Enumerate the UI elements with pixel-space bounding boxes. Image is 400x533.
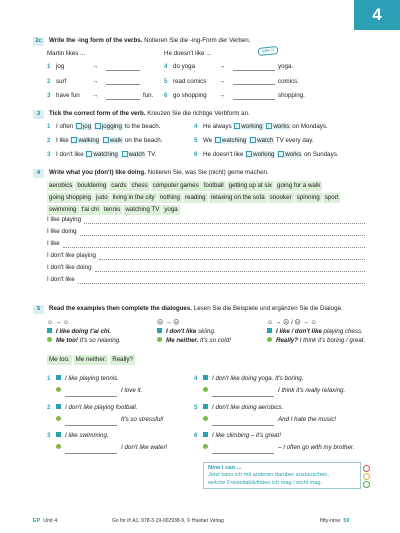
ing-item: [47, 92, 167, 107]
speaker-b-icon: [56, 444, 61, 449]
verb: read comics: [173, 77, 207, 85]
dialogue: [194, 402, 369, 431]
tick-item: [47, 123, 197, 137]
item-number: 2: [47, 403, 51, 411]
item-number: 6: [164, 92, 168, 99]
checkbox[interactable]: [278, 151, 284, 157]
now-line-2: welche Freizeitaktivitäten ich mag / nicht mag.: [208, 479, 323, 486]
tick-item: [194, 123, 374, 137]
word-chip: computer games: [152, 182, 199, 189]
see-it-badge: see it: [258, 46, 279, 56]
sentence-start: He doesn't like: [203, 151, 244, 158]
verb-option[interactable]: [75, 123, 92, 130]
footer-tag: EP: [33, 518, 41, 524]
verb-option[interactable]: [85, 151, 118, 158]
example-block: [157, 318, 267, 345]
dialogue-line-a: [194, 402, 369, 414]
word-chip: judo: [95, 194, 108, 201]
checkbox[interactable]: [71, 137, 77, 143]
ex2c-left-list: [47, 63, 167, 107]
checkbox[interactable]: [266, 123, 272, 129]
ex2c-right-list: [164, 63, 304, 107]
answer-line[interactable]: [95, 265, 365, 272]
writing-line: [47, 276, 365, 284]
sentence-end: on Sundays.: [304, 151, 339, 158]
answer-blank[interactable]: [65, 419, 117, 426]
option-label: watch: [257, 137, 274, 144]
sentence-end: TV.: [147, 151, 157, 158]
exercise-number: 3: [33, 110, 44, 119]
answer-blank[interactable]: [106, 64, 140, 71]
ex3-left-list: [47, 123, 197, 165]
ing-item: [47, 63, 167, 78]
line-prompt: I like doing: [47, 228, 77, 236]
answer-blank[interactable]: [106, 93, 140, 100]
checkbox[interactable]: [122, 151, 128, 157]
sentence-end: TV every day.: [275, 137, 314, 144]
ex3-right-list: [194, 123, 374, 165]
header-text: Martin likes ...: [47, 50, 86, 57]
exercise-title-de: Notieren Sie die -ing-Form der Verben.: [144, 37, 251, 44]
ing-item: [47, 78, 167, 93]
checkbox[interactable]: [215, 137, 221, 143]
sentence-start: I like: [56, 137, 69, 144]
word-chip: sport: [324, 194, 339, 201]
item-number: 4: [194, 123, 198, 130]
dialogue-b-text: I think it's really relaxing.: [278, 387, 346, 394]
speaker-a-icon: [56, 432, 61, 437]
writing-line: [47, 264, 365, 272]
line-prompt: I don't like playing: [47, 252, 96, 260]
dialogue-a-text: I don't like doing yoga. It's boring.: [212, 375, 304, 382]
verb-option[interactable]: [233, 123, 263, 130]
speaker-b-icon: [203, 387, 208, 392]
verb-option[interactable]: [102, 137, 123, 144]
verb-option[interactable]: [70, 137, 100, 144]
checkbox[interactable]: [246, 151, 252, 157]
arrow-icon: →: [219, 63, 226, 70]
speaker-a-icon: [56, 404, 61, 409]
footer-page-words: fifty-nine: [320, 518, 341, 524]
mood-faces: ☺ → ☺: [47, 319, 70, 326]
verb-option[interactable]: [245, 151, 275, 158]
tick-item: [194, 137, 374, 151]
header-text: He doesn't like ...: [164, 50, 212, 57]
speaker-b-icon: [203, 416, 208, 421]
verb-tail: comics.: [278, 77, 299, 85]
checkbox[interactable]: [95, 123, 101, 129]
dialogue-a-text: I like playing tennis.: [65, 375, 119, 382]
word-chip: yoga: [164, 206, 178, 213]
writing-line: [47, 216, 365, 224]
item-number: 1: [47, 375, 51, 382]
example-line-b: [157, 336, 267, 345]
checkbox[interactable]: [103, 137, 109, 143]
example-a-rest: skiing.: [196, 328, 216, 335]
speaker-a-icon: [203, 375, 208, 380]
example-block: [267, 318, 377, 345]
word-chip: snooker: [269, 194, 292, 201]
item-number: 4: [194, 375, 198, 382]
example-a-rest: playing chess.: [321, 328, 363, 335]
exercise-2c-heading: [33, 37, 378, 46]
self-check-circle-yellow[interactable]: [363, 473, 370, 480]
answer-line[interactable]: [80, 229, 365, 236]
dialogue-b-text: – I often go with my brother.: [278, 444, 355, 451]
exercise-number: 5: [33, 305, 44, 314]
exercise-title-de: Notieren Sie, was Sie (nicht) gerne machen.: [147, 169, 269, 176]
dialogue-b-text: I don't like water!: [121, 444, 168, 451]
word-chip: football: [203, 182, 224, 189]
dialogue-line-a: [47, 402, 197, 414]
item-number: 1: [47, 123, 51, 130]
footer-copyright: Go for it! A1, 978-3-19-002938-9, © Hueber Verlag: [112, 518, 224, 524]
example-line-b: [47, 336, 157, 345]
ex5-right-dialogues: [194, 373, 369, 459]
word-chip: tennis: [103, 206, 121, 213]
dialogue-line-a: [47, 373, 197, 385]
answer-chip: Me neither.: [75, 356, 107, 363]
item-number: 5: [194, 403, 198, 411]
exercise-number: 4: [33, 169, 44, 178]
example-b-key: Really?: [276, 337, 299, 344]
example-b-rest: I think it's boring / great.: [298, 337, 366, 344]
word-chip: spinning: [296, 194, 320, 201]
option-label: jog: [82, 123, 92, 130]
now-line-1: Jetzt kann ich mit anderen darüber austauschen,: [208, 472, 329, 479]
dialogue: [47, 402, 197, 431]
dialogue-a-text: I like swimming.: [65, 432, 109, 439]
dialogue-line-b: [47, 442, 197, 454]
line-prompt: I don't like doing: [47, 264, 92, 272]
example-line-a: [47, 327, 157, 336]
item-number: 6: [194, 432, 198, 439]
answer-blank[interactable]: [233, 93, 275, 100]
mood-faces: ☹ → ☹: [157, 319, 180, 326]
chapter-tab: [354, 0, 400, 30]
now-i-can-box: [203, 462, 361, 489]
item-number: 4: [164, 63, 168, 70]
option-label: works: [285, 151, 302, 158]
dialogue-b-text: And I hate the music!: [278, 415, 337, 423]
item-number: 3: [47, 432, 51, 439]
sentence-start: I don't like: [56, 151, 84, 158]
exercise-title-de: Lesen Sie die Beispiele und ergänzen Sie die Dialoge.: [193, 305, 343, 312]
dialogue-line-b: [194, 442, 369, 454]
ex5-examples: [47, 318, 377, 345]
dialogue-line-b: [194, 414, 369, 426]
speaker-b-icon: [47, 337, 52, 342]
option-label: working: [241, 123, 263, 130]
answer-blank[interactable]: [212, 447, 274, 454]
item-number: 3: [47, 151, 51, 158]
verb-option[interactable]: [265, 123, 290, 130]
exercise-title: Read the examples then complete the dialogues.: [49, 305, 193, 312]
verb-option[interactable]: [249, 137, 274, 144]
word-chip: going for a walk: [277, 182, 321, 189]
verb-option[interactable]: [94, 123, 123, 130]
writing-line: [47, 228, 365, 236]
speaker-b-icon: [267, 337, 272, 342]
exercise-title: Tick the correct form of the verb.: [49, 110, 146, 117]
speaker-b-icon: [56, 416, 61, 421]
answer-chips: [47, 355, 137, 367]
self-check-circle-green[interactable]: [363, 481, 370, 488]
checkbox[interactable]: [234, 123, 240, 129]
dialogue: [194, 430, 369, 459]
word-chip: aerobics: [49, 182, 73, 189]
arrow-icon: →: [92, 92, 99, 99]
exercise-3-heading: [33, 110, 378, 119]
sentence-end: to the beach.: [124, 123, 161, 130]
footer-unit: Unit 4: [43, 518, 58, 524]
word-chip: reading: [184, 194, 206, 201]
mood-faces: ☺ → ☹ / ☹ → ☺: [267, 319, 317, 326]
word-chip: t'ai chi: [81, 206, 99, 213]
item-number: 2: [47, 137, 51, 144]
ing-item: [164, 78, 304, 93]
dialogue-a-text: I like climbing – it's great!: [212, 432, 281, 439]
exercise-title-de: Kreuzen Sie die richtige Verbform an.: [147, 110, 250, 117]
verb: surf: [56, 77, 67, 85]
verb: go shopping: [173, 92, 207, 99]
arrow-icon: →: [92, 77, 99, 85]
speaker-b-icon: [157, 337, 162, 342]
word-chip: chess: [131, 182, 148, 189]
checkbox[interactable]: [250, 137, 256, 143]
option-label: walk: [109, 137, 123, 144]
line-prompt: I like: [47, 240, 60, 248]
self-check-circle-red[interactable]: [363, 465, 370, 472]
answer-line[interactable]: [78, 277, 365, 284]
answer-blank[interactable]: [65, 447, 117, 454]
word-chip: nothing: [159, 194, 180, 201]
word-bank: [47, 181, 357, 217]
item-number: 3: [47, 92, 51, 99]
ex2c-right-header: [164, 47, 324, 58]
answer-line[interactable]: [84, 217, 365, 224]
example-b-key: Me too!: [56, 337, 78, 344]
answer-blank[interactable]: [65, 390, 117, 397]
example-b-key: Me neither.: [166, 337, 199, 344]
dialogue-line-b: [47, 414, 197, 426]
speaker-a-icon: [203, 432, 208, 437]
word-chip: swimming: [49, 206, 77, 213]
ex5-left-dialogues: [47, 373, 197, 459]
footer-left: [33, 518, 57, 525]
arrow-icon: →: [219, 92, 226, 99]
dialogue-a-text: I don't like playing football.: [65, 403, 138, 411]
answer-blank[interactable]: [212, 390, 274, 397]
speaker-b-icon: [203, 444, 208, 449]
exercise-title: Write the -ing form of the verbs.: [49, 37, 143, 44]
verb: do yoga: [173, 63, 196, 70]
item-number: 6: [194, 151, 198, 158]
dialogue-line-b: [47, 385, 197, 397]
option-label: watching: [221, 137, 247, 144]
word-chip: going shopping: [49, 194, 91, 201]
tick-item: [47, 151, 197, 165]
answer-blank[interactable]: [233, 64, 275, 71]
footer-right: [320, 518, 349, 525]
example-b-rest: It's so relaxing.: [78, 337, 121, 344]
example-block: [47, 318, 157, 345]
dialogue: [194, 373, 369, 402]
example-line-a: [267, 327, 377, 336]
writing-line: [47, 240, 365, 248]
option-label: walking: [78, 137, 100, 144]
option-label: watching: [93, 151, 118, 158]
line-prompt: I don't like: [47, 276, 75, 284]
item-number: 2: [47, 77, 51, 85]
verb-tail: shopping.: [278, 92, 305, 99]
speaker-a-icon: [47, 328, 52, 333]
word-chip: relaxing on the sofa: [210, 194, 265, 201]
option-label: works: [273, 123, 290, 130]
word-chip: living in the city: [112, 194, 155, 201]
chapter-number: 4: [372, 5, 382, 24]
example-a-text: I like doing t'ai chi.: [56, 328, 112, 335]
option-label: watch: [128, 151, 145, 158]
dialogue-a-text: I don't like doing aerobics.: [212, 403, 284, 411]
answer-chip: Me too.: [49, 356, 70, 363]
option-label: jogging: [101, 123, 122, 130]
answer-blank[interactable]: [212, 419, 274, 426]
verb-tail: yoga.: [278, 63, 294, 70]
ing-item: [164, 92, 304, 107]
word-chip: bouldering: [77, 182, 107, 189]
word-chip: getting up at six: [228, 182, 272, 189]
speaker-a-icon: [203, 404, 208, 409]
verb-option[interactable]: [121, 151, 146, 158]
example-a-key: I don't like: [166, 328, 197, 335]
answer-line[interactable]: [99, 253, 365, 260]
answer-line[interactable]: [63, 241, 365, 248]
verb: jog: [56, 63, 65, 70]
arrow-icon: →: [92, 63, 99, 70]
answer-blank[interactable]: [106, 78, 140, 85]
dialogue-line-b: [194, 385, 369, 397]
item-number: 1: [47, 63, 51, 70]
dialogue-line-a: [47, 430, 197, 442]
speaker-a-icon: [157, 328, 162, 333]
exercise-4-heading: [33, 169, 378, 178]
word-chip: cards: [111, 182, 127, 189]
example-line-a: [157, 327, 267, 336]
answer-blank[interactable]: [233, 78, 275, 85]
sentence-start: We: [203, 137, 213, 144]
dialogue-b-text: I love it.: [121, 387, 143, 394]
option-label: working: [253, 151, 275, 158]
dialogue-line-a: [194, 430, 369, 442]
verb-tail: fun.: [143, 92, 154, 99]
checkbox[interactable]: [86, 151, 92, 157]
sentence-start: I often: [56, 123, 74, 130]
arrow-icon: →: [219, 77, 226, 85]
speaker-a-icon: [56, 375, 61, 380]
exercise-5-heading: [33, 305, 378, 314]
item-number: 5: [164, 77, 168, 85]
dialogue: [47, 430, 197, 459]
tick-item: [47, 137, 197, 151]
example-a-key: I like / don't like: [276, 328, 322, 335]
speaker-a-icon: [267, 328, 272, 333]
example-line-b: [267, 336, 377, 345]
example-b-rest: It's so cold!: [198, 337, 231, 344]
answer-chip: Really?: [112, 356, 133, 363]
sentence-end: on the beach.: [124, 137, 163, 144]
word-chip: watching TV: [125, 206, 160, 213]
dialogue-b-text: It's so stressful!: [121, 415, 164, 423]
verb-option[interactable]: [277, 151, 302, 158]
speaker-b-icon: [56, 387, 61, 392]
sentence-start: He always: [203, 123, 232, 130]
verb: have fun: [56, 92, 80, 99]
item-number: 5: [194, 137, 198, 144]
line-prompt: I like playing: [47, 216, 82, 223]
verb-option[interactable]: [214, 137, 247, 144]
writing-line: [47, 252, 365, 260]
ex4-writing-lines: [47, 216, 365, 288]
checkbox[interactable]: [76, 123, 82, 129]
dialogue: [47, 373, 197, 402]
dialogue-line-a: [194, 373, 369, 385]
footer-page-number: 59: [343, 518, 350, 524]
now-title: Now I can ...: [208, 465, 242, 471]
exercise-title: Write what you (don't) like doing.: [49, 169, 146, 176]
ing-item: [164, 63, 304, 78]
tick-item: [194, 151, 374, 165]
sentence-end: on Mondays.: [292, 123, 328, 130]
exercise-number: 2c: [33, 37, 44, 46]
